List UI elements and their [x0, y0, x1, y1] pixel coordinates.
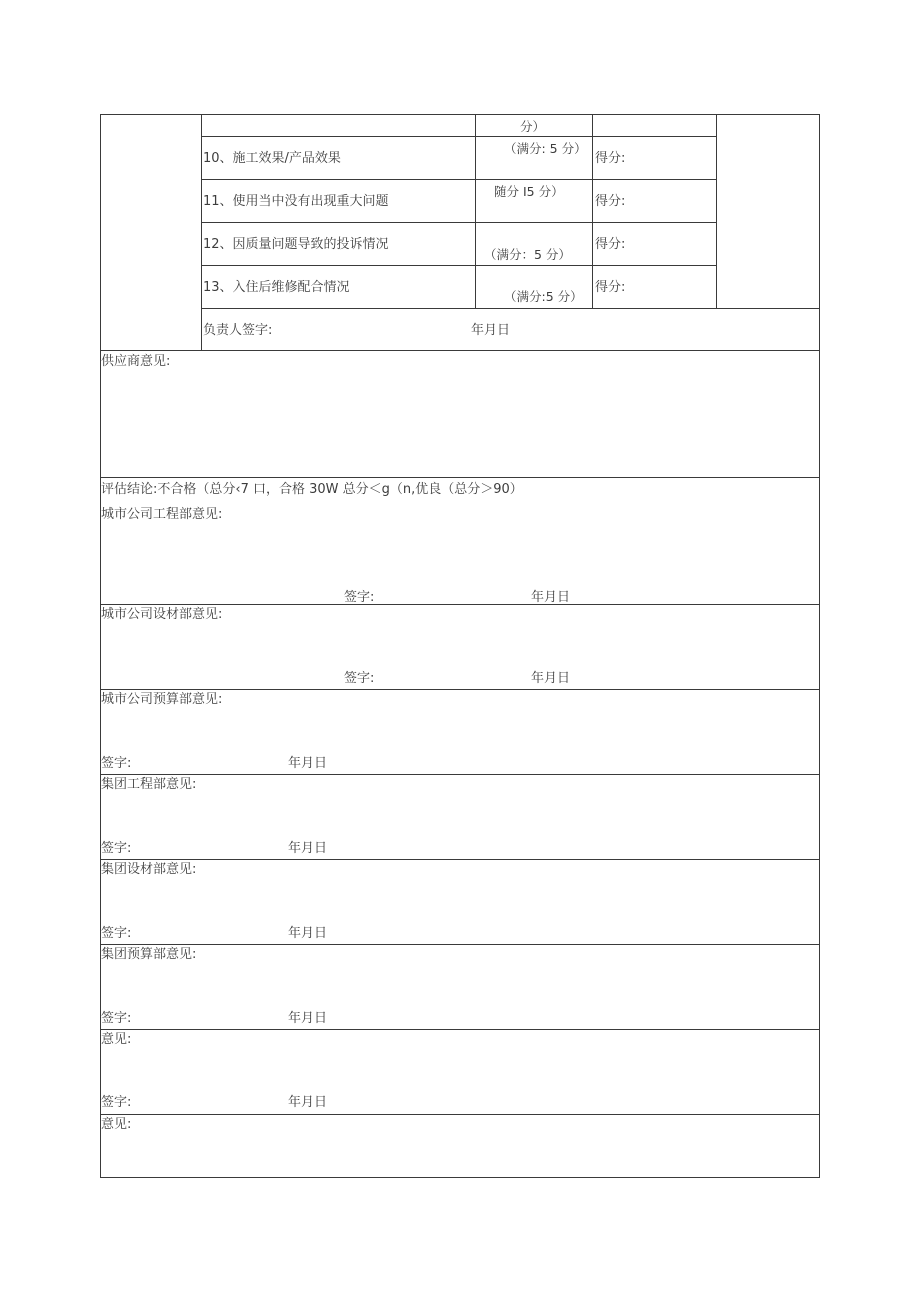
score-full-11: 随分 I5 分） [494, 184, 564, 199]
city-engineering-date: 年月日 [531, 590, 571, 605]
section-line [100, 1114, 820, 1115]
city-design-material-label: 城市公司设材部意见: [101, 607, 223, 622]
score-value-11: 得分: [595, 194, 626, 209]
row-line [201, 179, 717, 180]
section-line [100, 689, 820, 690]
section-line [100, 477, 820, 478]
score-full-10: （满分: 5 分） [504, 141, 587, 156]
supplier-opinion-label: 供应商意见: [101, 354, 171, 369]
section-line [100, 1029, 820, 1030]
section-line [100, 859, 820, 860]
row-line [201, 136, 717, 137]
score-item-11: 11、使用当中没有出现重大问题 [203, 194, 389, 209]
row-line [201, 265, 717, 266]
city-engineering-label: 城市公司工程部意见: [101, 507, 223, 522]
section-line [100, 604, 820, 605]
row-line [201, 222, 717, 223]
border-bottom [100, 1177, 820, 1178]
group-engineering-label: 集团工程部意见: [101, 777, 197, 792]
group-design-material-sign: 签字: [101, 926, 132, 941]
opinion-2-label: 意见: [101, 1117, 132, 1132]
score-full-12: （满分：5 分） [484, 247, 571, 262]
city-design-material-date: 年月日 [531, 671, 571, 686]
score-value-13: 得分: [595, 280, 626, 295]
section-line [100, 944, 820, 945]
divider-score-col [716, 114, 717, 308]
opinion-1-sign: 签字: [101, 1095, 132, 1110]
city-budget-sign: 签字: [101, 756, 132, 771]
divider-item-col [475, 114, 476, 308]
border-top [100, 114, 820, 115]
city-design-material-sign: 签字: [344, 671, 375, 686]
group-design-material-date: 年月日 [288, 926, 328, 941]
row-line [201, 308, 820, 309]
score-full-13: （满分:5 分） [504, 289, 583, 304]
evaluation-conclusion: 评估结论:不合格（总分‹7 口，合格 30W 总分＜g（n,优良（总分＞90） [101, 482, 523, 497]
section-line [100, 774, 820, 775]
score-value-10: 得分: [595, 151, 626, 166]
manager-sign-date: 年月日 [471, 323, 511, 338]
opinion-1-label: 意见: [101, 1032, 132, 1047]
group-engineering-date: 年月日 [288, 841, 328, 856]
city-budget-label: 城市公司预算部意见: [101, 692, 223, 707]
score-item-13: 13、入住后维修配合情况 [203, 280, 350, 295]
city-budget-date: 年月日 [288, 756, 328, 771]
group-budget-date: 年月日 [288, 1011, 328, 1026]
divider-label-col [201, 114, 202, 350]
city-engineering-sign: 签字: [344, 590, 375, 605]
border-right [819, 114, 820, 1178]
score-full-0: 分） [520, 119, 546, 134]
evaluation-form [100, 114, 820, 1178]
group-engineering-sign: 签字: [101, 841, 132, 856]
divider-full-col [592, 114, 593, 308]
manager-sign-label: 负责人签字: [203, 323, 273, 338]
section-line [100, 350, 820, 351]
opinion-1-date: 年月日 [288, 1095, 328, 1110]
group-design-material-label: 集团设材部意见: [101, 862, 197, 877]
group-budget-sign: 签字: [101, 1011, 132, 1026]
score-value-12: 得分: [595, 237, 626, 252]
group-budget-label: 集团预算部意见: [101, 947, 197, 962]
score-item-10: 10、施工效果/产品效果 [203, 151, 341, 166]
score-item-12: 12、因质量问题导致的投诉情况 [203, 237, 389, 252]
